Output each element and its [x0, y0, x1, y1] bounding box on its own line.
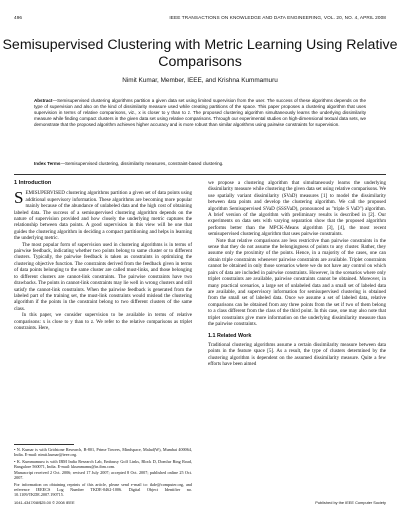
- abstract: [34, 98, 366, 128]
- footnote-author-1: • N. Kumar is with Gridstone Research, B-801, Prime Towers, Mindspace, Malad(W), Mumbai 400064, India. E-mail: nimit.kumar@ieee.org.: [14, 447, 192, 458]
- section-heading-introduction: 1 Introduction: [14, 180, 52, 186]
- journal-header: IEEE TRANSACTIONS ON KNOWLEDGE AND DATA ENGINEERING, VOL. 20, NO. 4, APRIL 2008: [169, 15, 386, 20]
- paper-title: Semisupervised Clustering with Metric Learning Using Relative Comparisons: [2, 37, 398, 70]
- left-column: [14, 180, 192, 331]
- section-divider: [14, 174, 386, 175]
- footnote-author-2: • K. Kummamuru is with IBM India Research Lab, Embassy Golf Links, Block D, Domlur Ring Road, Bangalore 560071, India. E-mail: kkummamu@in.ibm.com.: [14, 458, 192, 469]
- running-header: [14, 15, 386, 23]
- paper-authors: Nimit Kumar, Member, IEEE, and Krishna Kummamuru: [122, 77, 278, 84]
- subsection-heading-related-work: 1.1 Related Work: [208, 333, 252, 340]
- footnote-rule: [14, 444, 74, 445]
- right-paragraph-2: Note that relative comparisons are less restrictive than pairwise constraints in the sense that they do not assume the belongingness of points to any cluster. Rather, they assume only the proximity of the points. Hence, in a majority of the cases, one can obtain triple constraints whenever pairwise constraints are available. Triplet constraints cannot be obtained in only those scenarios where we do not have any control on which pairs of data are included in pairwise constraints. However, in the scenarios where only triplet constraints are available, pairwise constraints cannot be obtained. Moreover, in many practical scenarios, a large set of unlabeled data and a small set of labeled data are available, and supervisory information for semisupervised clustering is obtained from the small set of labeled data. Once we assume a set of labeled data, relative comparisons can be obtained from any three points from the set if two of them belong to a class different from the class of the third point. In this case, one may also note that triplet constraints give more information on the underlying dissimilarity measure than the pairwise constraints.: [208, 237, 386, 327]
- right-paragraph-1: we propose a clustering algorithm that simultaneously learns the underlying dissimilarity measure while clustering the given data set using relative comparisons. We use spatially variant dissimilarity (SVaD) measures [1] to model the dissimilarity between data points and develop the clustering algorithm. We call the proposed algorithm Semisupervised SVaD (SSSVaD), pronounced as "triple S VaD") algorithm. A brief version of the algorithm with preliminary results is described in [2]. Our experiments on data sets with varying separation show that the proposed algorithm performs better than the MPCK-Means algorithm [3], [4], the most recent semisupervised clustering algorithm that uses pairwise constraints.: [208, 180, 386, 238]
- footnotes: [14, 447, 192, 499]
- intro-paragraph-1-text: EMISUPERVISED clustering algorithms partition a given set of data points using additional supervisory information. These algorithms are becoming more popular mainly because of the abundance of unlabeled data and the high cost of obtaining labeled data. The success of a semisupervised clustering algorithm depends on the nature of supervision provided and how closely the underlying metric captures the relationship between data points. A good supervision in this view will be one that guides the clustering algorithm in deciding a compact partitioning and helps in learning the underlying metric.: [14, 190, 192, 242]
- intro-paragraph-1: [14, 190, 192, 241]
- intro-paragraph-3: In this paper, we consider supervision to be available in terms of relative comparisons: x is close to y than to z. We refer to the relative comparisons as triplet constraints. Here,: [14, 312, 192, 331]
- footer-copyright: 1041-4347/08/$25.00 © 2008 IEEE: [14, 500, 75, 505]
- abstract-label: Abstract: [34, 98, 53, 103]
- intro-paragraph-2: The most popular form of supervision used in clustering algorithms is in terms of pairwise feedback, indicating whether two points belong to same cluster or to different clusters. Typically, the pairwise feedback is taken as constraints in optimizing the clustering objective function. The constraints derived from the feedback given in terms of data points belonging to the same cluster are called must-links, and those belonging to different clusters are cannot-link constraints. The pairwise constraints have two drawbacks. The points in cannot-link constraints may lie well in wrong clusters and still satisfy the cannot-link constraints. When the pairwise feedback is generated from the labeled part of the training set, the must-link constraints would mislead the clustering algorithm if the points in the constraint belong to two different clusters of the same class.: [14, 241, 192, 312]
- footnote-manuscript: Manuscript received 2 Oct. 2006; revised 17 July 2007; accepted 8 Oct. 2007; published online 25 Oct. 2007.: [14, 470, 192, 481]
- footnote-reprints: For information on obtaining reprints of this article, please send e-mail to: tkde@computer.org, and reference IEEECS Log Number TKDE-0462-1006. Digital Object Identifier no. 10.1109/TKDE.2007.190715.: [14, 481, 192, 498]
- footer-publisher: Published by the IEEE Computer Society: [315, 500, 386, 505]
- drop-cap: S: [14, 188, 24, 208]
- index-terms: [34, 161, 366, 166]
- index-terms-label: Index Terms: [34, 161, 61, 166]
- right-column: [208, 180, 386, 367]
- abstract-text: —Semisupervised clustering algorithms partition a given data set using limited supervision from the user. The success of these algorithms depends on the type of supervision and also on the kind of dissimilarity measure used while creating partitions of the space. This paper proposes a clustering algorithm that uses supervision in terms of relative comparisons, viz., x is closer to y than to z. The proposed clustering algorithm simultaneously learns the underlying dissimilarity measure while finding compact clusters in the given data set using relative comparisons. Through our experimental studies on high-dimensional textual data sets, we demonstrate that the proposed algorithm achieves higher accuracy and is more robust than similar algorithms using pairwise constraints for supervision.: [34, 98, 366, 128]
- related-work-paragraph: Traditional clustering algorithms assume a certain dissimilarity measure between data points in the feature space [5]. As a result, the type of clusters determined by the clustering algorithm is dependent on the assumed dissimilarity measure. Quite a few efforts have been aimed: [208, 341, 386, 367]
- index-terms-text: —Semisupervised clustering, dissimilarity measures, constraint-based clustering.: [60, 161, 224, 166]
- page-number: 496: [14, 15, 23, 20]
